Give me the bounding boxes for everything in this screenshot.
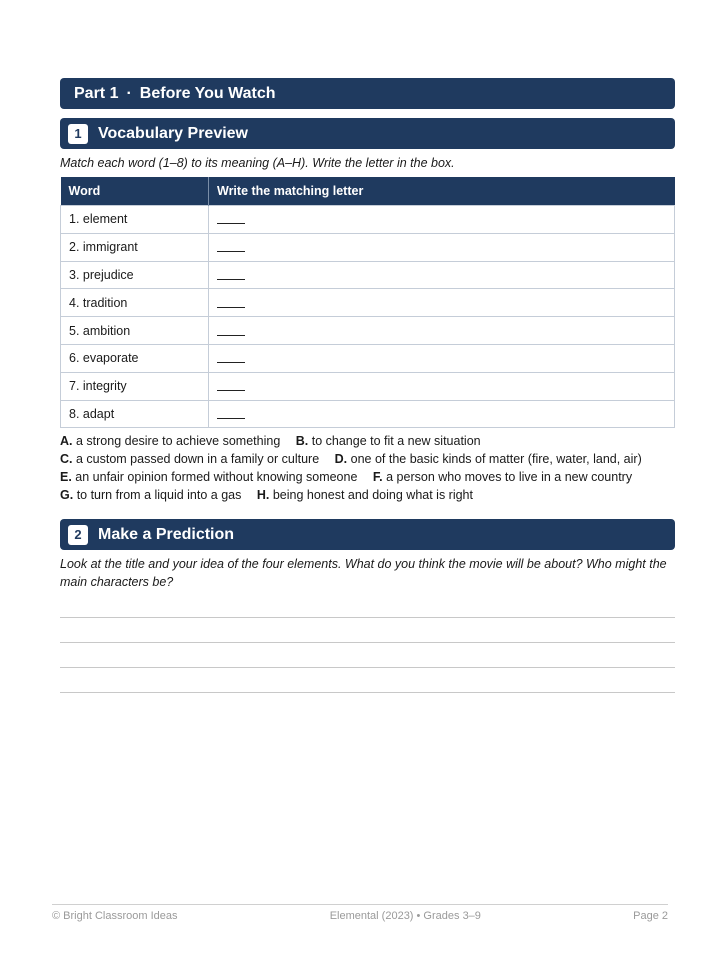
answer-blank[interactable] [217,239,245,252]
definition-letter: C. [60,452,73,467]
answer-cell[interactable] [209,206,675,234]
section-2-number-badge: 2 [68,525,88,545]
answer-cell[interactable] [209,317,675,345]
section-1-title: Vocabulary Preview [98,124,248,142]
answer-blank[interactable] [217,267,245,280]
word-cell: 6. evaporate [61,344,209,372]
footer-title: Elemental (2023) • Grades 3–9 [329,910,481,922]
definitions-line [60,432,675,450]
footer-copyright: © Bright Classroom Ideas [52,910,178,922]
answer-blank[interactable] [217,211,245,224]
definition-text: an unfair opinion formed without knowing someone [75,470,358,485]
definition-letter: H. [256,488,270,503]
part-title: Before You Watch [139,84,276,102]
definition-letter: A. [60,434,73,449]
definitions-line [60,486,675,504]
word-cell: 2. immigrant [61,233,209,261]
table-header-row [61,177,675,206]
definitions-list [60,432,675,504]
definition-text: a person who moves to live in a new country [386,470,633,485]
definition-letter: D. [334,452,348,467]
definition-letter: E. [60,470,72,485]
answer-cell[interactable] [209,233,675,261]
definition-text: to change to fit a new situation [311,434,481,449]
answer-cell[interactable] [209,344,675,372]
definition-text: one of the basic kinds of matter (fire, water, land, air) [350,452,642,467]
section-1-number-badge: 1 [68,124,88,144]
writing-line[interactable] [60,643,675,668]
word-cell: 3. prejudice [61,261,209,289]
worksheet-page [60,78,675,693]
part-banner [60,78,675,109]
section-1-instructions: Match each word (1–8) to its meaning (A–H). Write the letter in the box. [60,156,455,170]
word-column-header: Word [61,177,209,206]
answer-cell[interactable] [209,372,675,400]
answer-cell[interactable] [209,289,675,317]
definition-letter: F. [372,470,383,485]
answer-blank[interactable] [217,323,245,336]
vocabulary-table [60,177,675,428]
part-separator: · [126,84,132,102]
word-cell: 4. tradition [61,289,209,317]
definition-text: a strong desire to achieve something [75,434,281,449]
footer-page-number: Page 2 [633,910,668,922]
definition-text: to turn from a liquid into a gas [76,488,242,503]
writing-line[interactable] [60,618,675,643]
definition-letter: G. [60,488,74,503]
section-2-banner [60,519,675,550]
answer-blank[interactable] [217,406,245,419]
table-row [61,206,675,234]
word-cell: 7. integrity [61,372,209,400]
answer-cell[interactable] [209,400,675,428]
writing-line[interactable] [60,593,675,618]
answer-cell[interactable] [209,261,675,289]
word-cell: 5. ambition [61,317,209,345]
writing-line[interactable] [60,668,675,693]
letter-column-header: Write the matching letter [209,177,675,206]
table-row [61,372,675,400]
table-row [61,233,675,261]
table-row [61,317,675,345]
definition-letter: B. [295,434,309,449]
table-row [61,289,675,317]
word-cell: 1. element [61,206,209,234]
prediction-prompt: Look at the title and your idea of the four elements. What do you think the movie will be about? Who might the main characters be? [60,557,667,590]
definition-text: a custom passed down in a family or culture [75,452,320,467]
answer-blank[interactable] [217,378,245,391]
answer-blank[interactable] [217,295,245,308]
word-cell: 8. adapt [61,400,209,428]
part-label: Part 1 [74,84,119,102]
section-2-title: Make a Prediction [98,525,235,543]
table-row [61,400,675,428]
definitions-line [60,468,675,486]
table-row [61,344,675,372]
answer-lines[interactable] [60,593,675,693]
section-1-banner [60,118,675,149]
definitions-line [60,450,675,468]
table-row [61,261,675,289]
page-footer [52,904,668,922]
answer-blank[interactable] [217,350,245,363]
definition-text: being honest and doing what is right [272,488,473,503]
